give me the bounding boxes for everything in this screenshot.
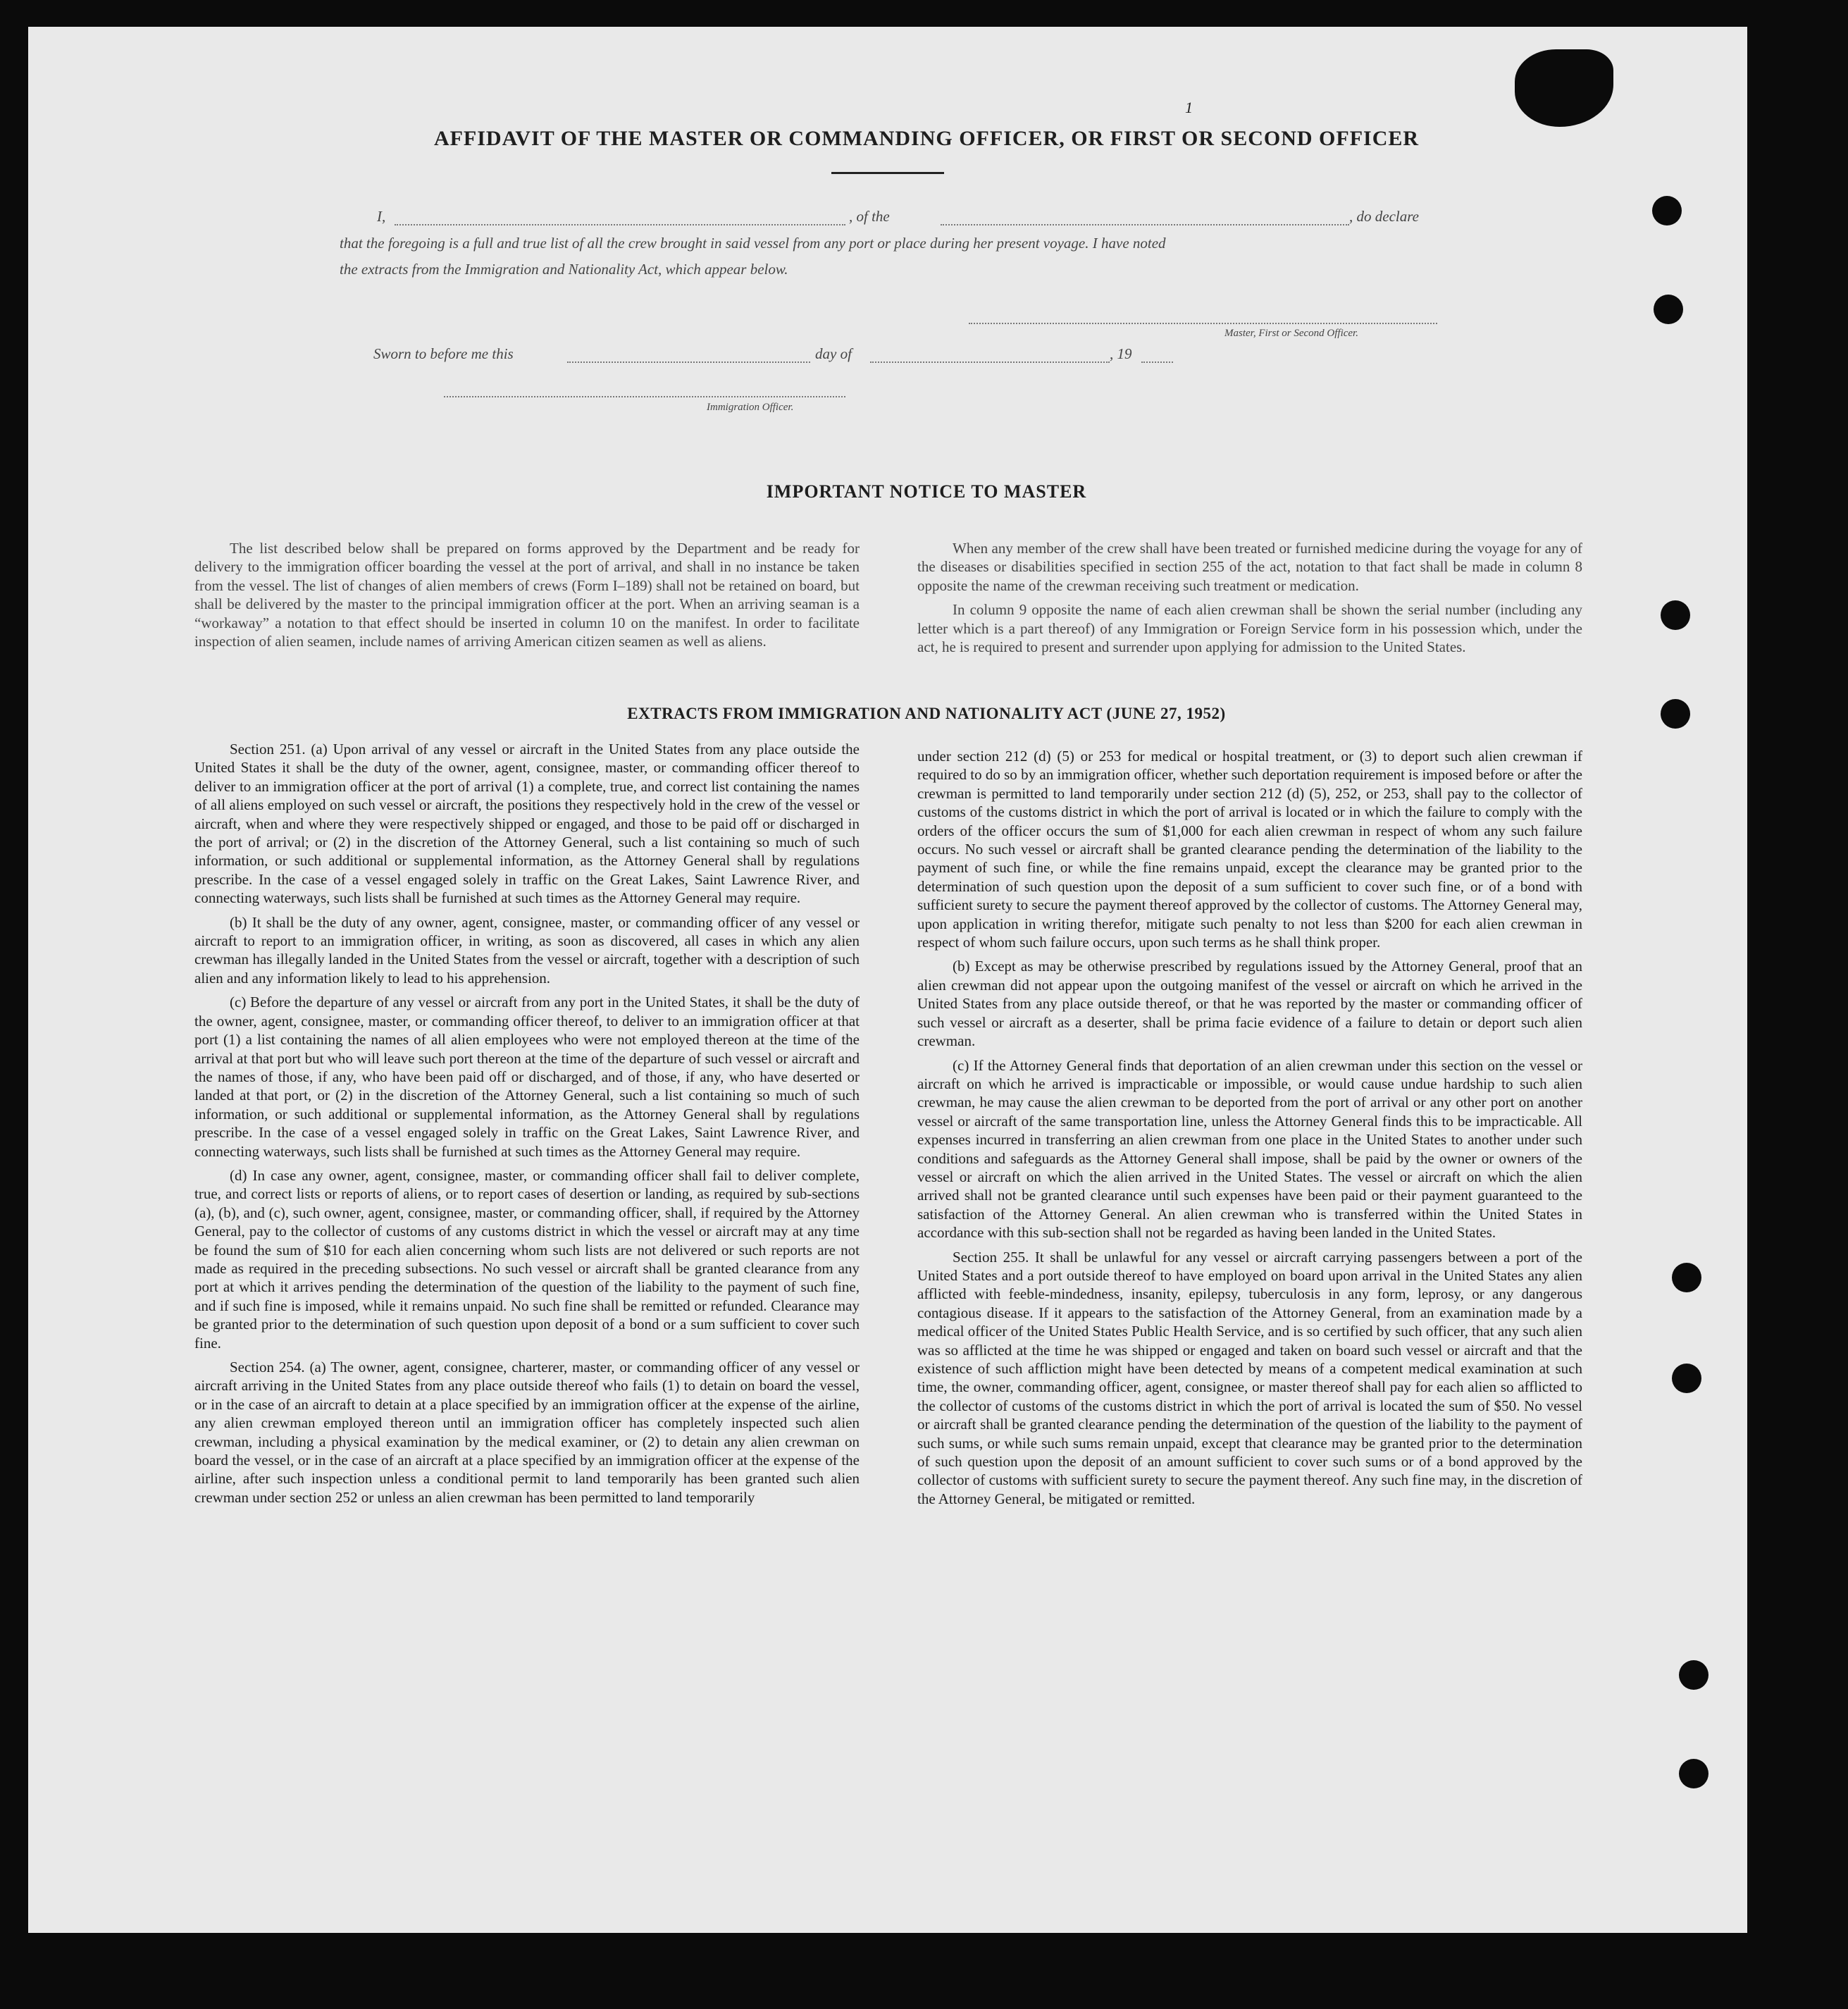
punch-hole [1661, 699, 1690, 729]
page-title: AFFIDAVIT OF THE MASTER OR COMMANDING OFFICER, OR FIRST OR SECOND OFFICER [433, 127, 1420, 150]
affidavit-i: I, [377, 208, 386, 225]
extract-paragraph: Section 251. (a) Upon arrival of any vessel or aircraft in the United States from any place outside the United States it shall be the duty of the owner, agent, consignee, master, or commanding officer thereof to deliver to an immigration officer at the port of arrival (1) a complete, true, and correct list containing the names of all aliens employed on such vessel or aircraft, the positions they respectively hold in the crew of the vessel or aircraft, when and where they were respectively shipped or engaged, and those to be paid off or discharged in the port of arrival; or (2) in the discretion of the Attorney General, such a list containing so much of such information, or such additional or supplemental information, as the Attorney General shall by regulations prescribe. In the case of a vessel engaged solely in traffic on the Great Lakes, Saint Lawrence River, and connecting waterways, such lists shall be furnished at such times as the Attorney General may require. [194, 741, 860, 907]
notice-right-paragraph: When any member of the crew shall have been treated or furnished medicine during the voyage for any of the diseases or disabilities specified in section 255 of the act, notation to that fact shall be made in column 8 opposite the name of the crewman receiving such treatment or medication. [917, 540, 1582, 594]
punch-hole [1661, 600, 1690, 630]
affidavit-declare: , do declare [1349, 208, 1419, 225]
punch-hole [1679, 1759, 1709, 1788]
extract-paragraph: (c) If the Attorney General finds that deportation of an alien crewman under this section on the vessel or aircraft on which he arrived is impracticable or impossible, or would cause undue hardship to such alien crewman, he may cause the alien crewman to be deported from the port of arrival or any other port on another vessel or aircraft of the same transportation line, unless the Attorney General finds this to be impracticable. All expenses incurred in transferring an alien crewman from one place in the United States to another under such conditions and safeguards as the Attorney General shall impose, shall be paid by the owner or owners of the vessel or aircraft on which the alien arrived in the United States. The vessel or aircraft on which the alien arrived shall not be granted clearance until such expenses have been paid or their payment guaranteed to the satisfaction of the Attorney General. An alien crewman who is transferred within the United States in accordance with this sub-section shall not be regarded as having been landed in the United States. [917, 1056, 1582, 1242]
extracts-left-column [194, 740, 860, 1512]
notice-title: IMPORTANT NOTICE TO MASTER [766, 481, 1087, 502]
sworn-month-blank[interactable] [870, 361, 1110, 363]
sworn-year-blank[interactable] [1141, 361, 1173, 363]
master-caption: Master, First or Second Officer. [1224, 328, 1358, 339]
notice-left-text: The list described below shall be prepared on forms approved by the Department and be ready for delivery to the immigration officer boarding the vessel at the port of arrival, and shall in no instance be taken from the vessel. The list of changes of alien members of crews (Form I–189) shall not be retained on board, but shall be delivered by the master to the principal immigration officer at the port. When an arriving seaman is a “workaway” a notation to that effect should be inserted in column 10 on the manifest. In order to facilitate inspection of alien seamen, include names of arriving American citizen seamen as well as aliens. [194, 540, 860, 650]
punch-hole [1652, 196, 1682, 225]
master-signature-line[interactable] [969, 323, 1437, 324]
day-of-label: day of [815, 345, 852, 362]
extract-paragraph: (b) It shall be the duty of any owner, agent, consignee, master, or commanding officer of any vessel or aircraft to report to an immigration officer, in writing, as soon as discovered, all cases in which any alien crewman has illegally landed in the United States from the vessel or aircraft, together with a description of such alien and any information likely to lead to his apprehension. [194, 913, 860, 987]
officer-caption: Immigration Officer. [707, 402, 794, 413]
extract-paragraph: Section 254. (a) The owner, agent, consignee, charterer, master, or commanding officer of any vessel or aircraft arriving in the United States from any place outside thereof who fails (1) to detain on board the vessel, or in the case of an aircraft to detain at a place specified by an immigration officer at the expense of the airline, any alien crewman employed thereon until an immigration officer has completely inspected such alien crewman, including a physical examination by the medical examiner, or (2) to detain any alien crewman on board the vessel, or in the case of an aircraft at a place specified by an immigration officer at the expense of the airline, after such inspection unless a conditional permit to land temporarily has been granted such alien crewman under section 252 or unless an alien crewman has been permitted to land temporarily [194, 1359, 860, 1506]
notice-right [917, 539, 1582, 662]
name-blank[interactable] [395, 224, 845, 225]
sworn-day-blank[interactable] [567, 361, 810, 363]
extract-paragraph: under section 212 (d) (5) or 253 for medical or hospital treatment, or (3) to deport such alien crewman if required to do so by an immigration officer, whether such deportation requirement is imposed before or after the crewman is permitted to land temporarily under section 212 (d) (5), 252, or 253, shall pay to the collector of customs of the customs district in which the port of arrival is located or in which the failure to comply with the orders of the officer occurs the sum of $1,000 for each alien crewman in respect of whom any such failure occurs. No such vessel or aircraft shall be granted clearance pending the determination of the liability to the payment of such fine, or while the fine remains unpaid, except the clearance may be granted prior to the determination of such question upon the deposit of a sum sufficient to cover such fine, or of a bond with sufficient surety to secure the payment thereof approved by the collector of customs. The Attorney General may, upon application in writing therefor, mitigate such penalty to not less than $200 for each alien crewman in respect of whom such failure occurs, upon such terms as he shall think proper. [917, 748, 1582, 951]
extract-paragraph: (b) Except as may be otherwise prescribed by regulations issued by the Attorney General, proof that an alien crewman did not appear upon the outgoing manifest of the vessel or aircraft on which he arrived in the United States from any place outside thereof, or that he was reported by the master or commanding officer of such vessel or aircraft as a deserter, shall be prima facie evidence of a failure to detain or deport such alien crewman. [917, 958, 1582, 1050]
punch-hole [1672, 1364, 1701, 1393]
notice-right-paragraph: In column 9 opposite the name of each alien crewman shall be shown the serial number (including any letter which is a part thereof) of any Immigration or Foreign Service form in his possession which, under the act, he is required to present and surrender upon applying for admission to the United States. [917, 601, 1582, 656]
page-mark: 1 [1185, 99, 1193, 116]
extracts-title: EXTRACTS FROM IMMIGRATION AND NATIONALITY ACT (JUNE 27, 1952) [627, 705, 1226, 722]
punch-hole [1672, 1263, 1701, 1292]
punch-hole [1654, 295, 1683, 324]
officer-signature-line[interactable] [444, 396, 845, 397]
punch-hole [1679, 1660, 1709, 1690]
year-label: , 19 [1110, 345, 1132, 362]
affidavit-line-3: the extracts from the Immigration and Nationality Act, which appear below. [340, 261, 788, 278]
extract-paragraph: (d) In case any owner, agent, consignee, master, or commanding officer shall fail to deliver complete, true, and correct lists or reports of aliens, or to report cases of desertion or landing, as required by sub-sections (a), (b), and (c), such owner, agent, consignee, master, or commanding officer, shall, if required by the Attorney General, pay to the collector of customs of any customs district in which the vessel or aircraft may at any time be found the sum of $10 for each alien concerning whom such lists are not delivered or such reports are not made as required in the preceding subsections. No such vessel or aircraft shall be granted clearance from any port at which it arrives pending the determination of the question of the liability to the payment of such fine, and if such fine is imposed, while it remains unpaid. No such fine shall be remitted or refunded. Clearance may be granted prior to the determination of such question upon deposit of a bond or a sum sufficient to cover such fine. [194, 1166, 860, 1352]
title-rule [831, 172, 944, 174]
affidavit-of-the: , of the [849, 208, 890, 225]
extract-paragraph: (c) Before the departure of any vessel or aircraft from any port in the United States, it shall be the duty of the owner, agent, consignee, master, or commanding officer thereof, to deliver to an immigration officer at that port (1) a list containing the names of all alien employees who were not employed thereon at the time of the arrival at that port but who will leave such port thereon at the time of the departure of such vessel or aircraft and the names of those, if any, who have been paid off or discharged, and of those, if any, who have deserted or landed at that port, or (2) in the discretion of the Attorney General, such a list containing so much of such information, or such additional or supplemental information, as the Attorney General shall by regulations prescribe. In the case of a vessel engaged solely in traffic on the Great Lakes, Saint Lawrence River, and connecting waterways, such lists shall be furnished at such times as the Attorney General may require. [194, 994, 860, 1160]
extract-paragraph: Section 255. It shall be unlawful for any vessel or aircraft carrying passengers between a port of the United States and a port outside thereof to have employed on board upon arrival in the United States any alien afflicted with feeble-mindedness, insanity, epilepsy, tuberculosis in any form, leprosy, or any dangerous contagious disease. If it appears to the satisfaction of the Attorney General, from an examination made by a medical officer of the United States Public Health Service, and is so certified by such officer, that any such alien was so afflicted at the time he was shipped or engaged and taken on board such vessel or aircraft and that the existence of such affliction might have been detected by means of a competent medical examination at such time, the owner, commanding officer, agent, consignee, or master thereof shall pay for each alien so afflicted to the collector of customs of the customs district in which the port of arrival is located the sum of $50. No vessel or aircraft shall be granted clearance pending the determination of the question of the liability to the payment of such sums, or while such sums remain unpaid, except that clearance may be granted prior to the determination of such question upon the deposit of an amount sufficient to cover such sums or of a bond approved by the collector of customs with sufficient surety to secure the payment thereof. Any such fine may, in the discretion of the Attorney General, be mitigated or remitted. [917, 1248, 1582, 1507]
notice-left [194, 539, 860, 656]
vessel-blank[interactable] [941, 224, 1349, 225]
affidavit-line-2: that the foregoing is a full and true list of all the crew brought in said vessel from any port or place during her present voyage. I have noted [340, 235, 1166, 252]
extracts-right-column [917, 747, 1582, 1514]
sworn-label: Sworn to before me this [373, 345, 514, 362]
